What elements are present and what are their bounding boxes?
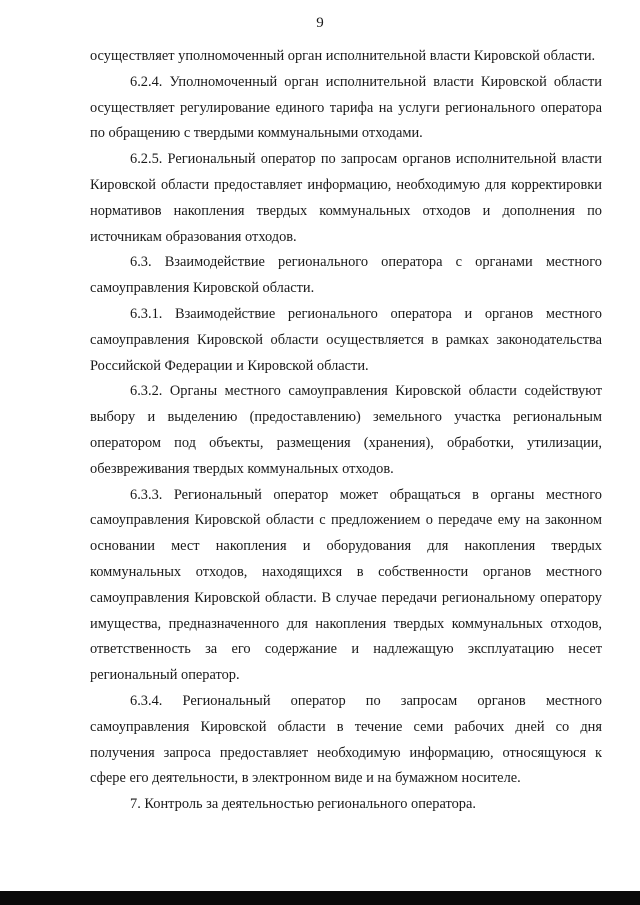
section-heading-7: 7. Контроль за деятельностью регионального оператора.	[130, 796, 476, 813]
paragraph-6-3-4: 6.3.4. Региональный оператор по запросам органов местного самоуправления Кировской области в течение семи рабочих дней со дня получения запроса предоставляет необходимую информацию, относящуюся к сфере его деятельности, в электронном виде и на бумажном носителе.	[90, 692, 602, 787]
paragraph-6-3-1: 6.3.1. Взаимодействие регионального оператора и органов местного самоуправления Кировской области осуществляется в рамках законодательства Российской Федерации и Кировской области.	[90, 305, 602, 374]
paragraph-6-3-3: 6.3.3. Региональный оператор может обращаться в органы местного самоуправления Кировской области с предложением о передаче ему на законном основании мест накопления и оборудования для накопления твердых коммунальных отходов, находящихся в собственности органов местного самоуправления Кировской области. В случае передачи региональному оператору имущества, предназначенного для накопления твердых коммунальных отходов, ответственность за его содержание и надлежащую эксплуатацию несет региональный оператор.	[90, 486, 602, 684]
paragraph-6-3-2: 6.3.2. Органы местного самоуправления Кировской области содействуют выбору и выделению (предоставлению) земельного участка региональным оператором под объекты, размещения (хранения), обработки, утилизации, обезвреживания твердых коммунальных отходов.	[90, 383, 602, 477]
paragraph-6-2-5: 6.2.5. Региональный оператор по запросам органов исполнительной власти Кировской области предоставляет информацию, необходимую для корректировки нормативов накопления твердых коммунальных отходов и дополнения по источникам образования отходов.	[90, 151, 602, 245]
document-body	[90, 44, 602, 818]
page-number: 9	[316, 15, 324, 31]
paragraph-continuation: осуществляет уполномоченный орган исполнительной власти Кировской области.	[90, 48, 596, 64]
paragraph-6-2-4: 6.2.4. Уполномоченный орган исполнительной власти Кировской области осуществляет регулирование единого тарифа на услуги регионального оператора по обращению с твердыми коммунальными отходами.	[90, 73, 602, 142]
scan-edge-bar	[0, 891, 640, 905]
paragraph-6-3: 6.3. Взаимодействие регионального оператора с органами местного самоуправления Кировской области.	[90, 254, 602, 297]
